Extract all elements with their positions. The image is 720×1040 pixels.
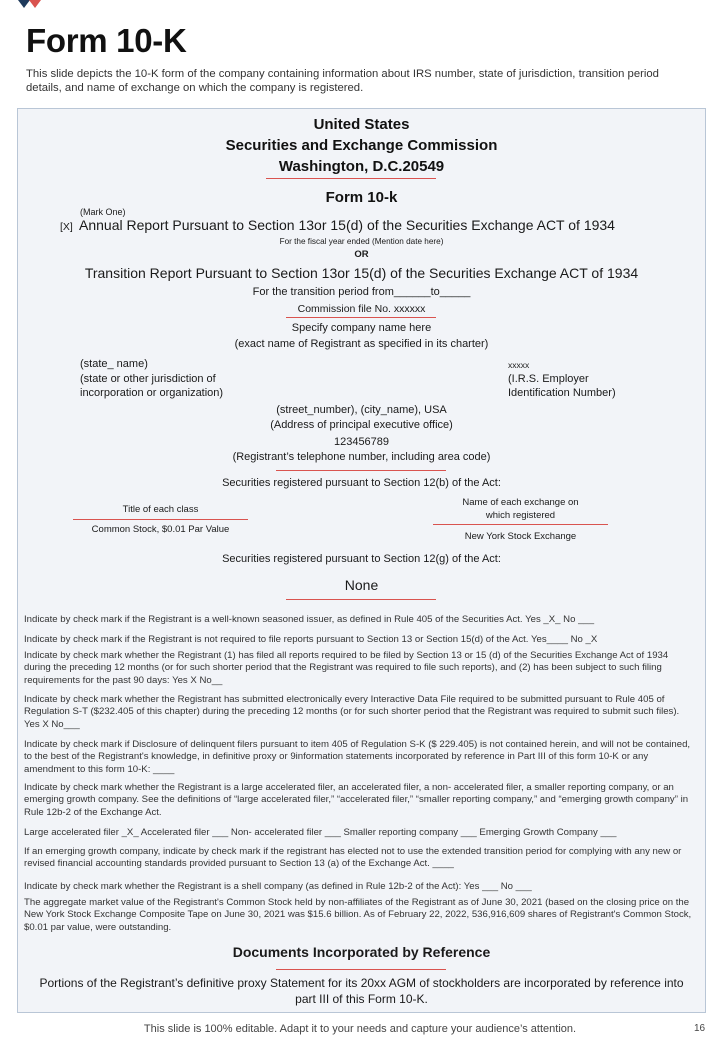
state-note-1: (state or other jurisdiction of	[80, 373, 216, 385]
section-12g-label: Securities registered pursuant to Section 12(g) of the Act:	[222, 553, 501, 565]
divider-line	[433, 524, 608, 525]
class-column-header: Title of each class	[122, 504, 199, 515]
exchange-column-value: New York Stock Exchange	[464, 531, 577, 542]
exchange-column-header-1: Name of each exchange on	[462, 497, 579, 508]
header-country: United States	[313, 116, 410, 133]
section-12g-value: None	[344, 577, 379, 593]
state-note-2: incorporation or organization)	[80, 387, 224, 399]
paragraph-delinquent-filers: Indicate by check mark if Disclosure of delinquent filers pursuant to item 405 of Regulation S-K ($ 229.405) is not contained herein, and will not be contained, to the best of the Registrant's knowledge, in definitive proxy or 9information statements incorporated by reference in Part III of this form 10-K or any amendment to this form 10-K: ____	[24, 739, 691, 775]
exchange-column-header-2: which registered	[485, 510, 556, 521]
irs-number: xxxxx	[508, 360, 530, 370]
fiscal-year-note: For the fiscal year ended (Mention date here)	[279, 237, 444, 246]
company-name: Specify company name here	[291, 322, 432, 334]
brand-logo-icon	[18, 0, 48, 10]
phone-number: 123456789	[333, 436, 390, 448]
transition-period: For the transition period from______to_____	[252, 286, 471, 298]
divider-line	[286, 599, 436, 600]
divider-line	[266, 178, 436, 179]
paragraph-emerging-growth: If an emerging growth company, indicate by check mark if the registrant has elected not to use the extended transition period for complying with any new or revised financial accounting standards provided pursuant to Section 13 (a) of the Exchange Act. ____	[24, 846, 682, 870]
form-title: Form 10-k	[325, 189, 398, 206]
phone-note: (Registrant’s telephone number, including area code)	[232, 451, 491, 463]
divider-line	[276, 470, 446, 471]
page-subtitle: This slide depicts the 10-K form of the company containing information about IRS number, state of jurisdiction, transition period details, and name of exchange on which the company is registered.	[26, 68, 659, 94]
docs-text: Portions of the Registrant’s definitive proxy Statement for its 20xx AGM of stockholders are incorporated by reference into part III of this Form 10-K.	[39, 976, 684, 1006]
paragraph-filer-checkboxes: Large accelerated filer _X_ Accelerated filer ___ Non- accelerated filer ___ Smaller reporting company ___ Emerging Growth Company ___	[24, 827, 617, 838]
irs-note-2: Identification Number)	[508, 387, 616, 399]
transition-report-line: Transition Report Pursuant to Section 13or 15(d) of the Securities Exchange ACT of 1934	[84, 265, 639, 281]
paragraph-interactive-data: Indicate by check mark whether the Registrant has submitted electronically every Interactive Data File required to be submitted pursuant to Rule 405 of Regulation S-T ($232.405 of this chapter) during the preceding 12 months (or for such shorter period that the Registrant was required to submit such files). Yes X No___	[24, 694, 680, 730]
footer-text: This slide is 100% editable. Adapt it to your needs and capture your audience’s attention.	[143, 1023, 577, 1035]
header-agency: Securities and Exchange Commission	[225, 137, 498, 154]
company-name-note: (exact name of Registrant as specified in its charter)	[234, 338, 489, 350]
irs-note-1: (I.R.S. Employer	[508, 373, 589, 385]
or-separator: OR	[354, 249, 369, 260]
annual-report-line: Annual Report Pursuant to Section 13or 15(d) of the Securities Exchange ACT of 1934	[79, 217, 615, 233]
paragraph-shell-company: Indicate by check mark whether the Registrant is a shell company (as defined in Rule 12b-2 of the Act): Yes ___ No ___	[24, 881, 532, 892]
paragraph-filed-reports: Indicate by check mark whether the Registrant (1) has filed all reports required to be filed by Section 13 or 15 (d) of the Securities Exchange Act of 1934 during the preceding 12 months (or for such shorter period that the Registrant was required to file such reports), and (2) has been subject to such filing requirements for the past 90 days: Yes X No__	[24, 650, 669, 686]
mark-one-label: (Mark One)	[80, 207, 126, 217]
section-12b-label: Securities registered pursuant to Section 12(b) of the Act:	[222, 477, 501, 489]
state-name: (state_ name)	[80, 358, 148, 370]
class-column-value: Common Stock, $0.01 Par Value	[91, 524, 230, 535]
docs-heading: Documents Incorporated by Reference	[232, 944, 491, 960]
form-panel	[17, 108, 706, 1013]
paragraph-filer-status: Indicate by check mark whether the Registrant is a large accelerated filer, an accelerated filer, a non- accelerated filer, a smaller reporting company, or an emerging growth company. See the definitions of “large accelerated filer,” “accelerated filer,” “smaller reporting company,” and “emerging growth company” in Rule 12b-2 of the Exchange Act.	[24, 782, 689, 818]
divider-line	[73, 519, 248, 520]
page-title: Form 10-K	[26, 22, 187, 59]
header-address: Washington, D.C.20549	[278, 158, 445, 175]
paragraph-market-value: The aggregate market value of the Registrant's Common Stock held by non-affiliates of the Registrant as of June 30, 2021 (based on the closing price on the New York Stock Exchange Composite Tape on June 30, 2021 was $15.6 billion. As of February 22, 2022, 536,916,609 shares of Registrant's Common Stock, $0.01 par value, were outstanding.	[24, 897, 692, 933]
divider-line	[276, 969, 446, 970]
address-note: (Address of principal executive office)	[270, 419, 453, 431]
street-address: (street_number), (city_name), USA	[276, 404, 447, 416]
paragraph-seasoned-issuer: Indicate by check mark if the Registrant is a well-known seasoned issuer, as defined in Rule 405 of the Securities Act. Yes _X_ No ___	[24, 614, 595, 625]
divider-line	[286, 317, 436, 318]
annual-checkbox: [X]	[60, 221, 73, 233]
paragraph-not-required: Indicate by check mark if the Registrant is not required to file reports pursuant to Section 13 or Section 15(d) of the Act. Yes____ No _X	[24, 634, 598, 645]
page-number: 16	[694, 1023, 706, 1034]
commission-file: Commission file No. xxxxxx	[297, 303, 426, 315]
